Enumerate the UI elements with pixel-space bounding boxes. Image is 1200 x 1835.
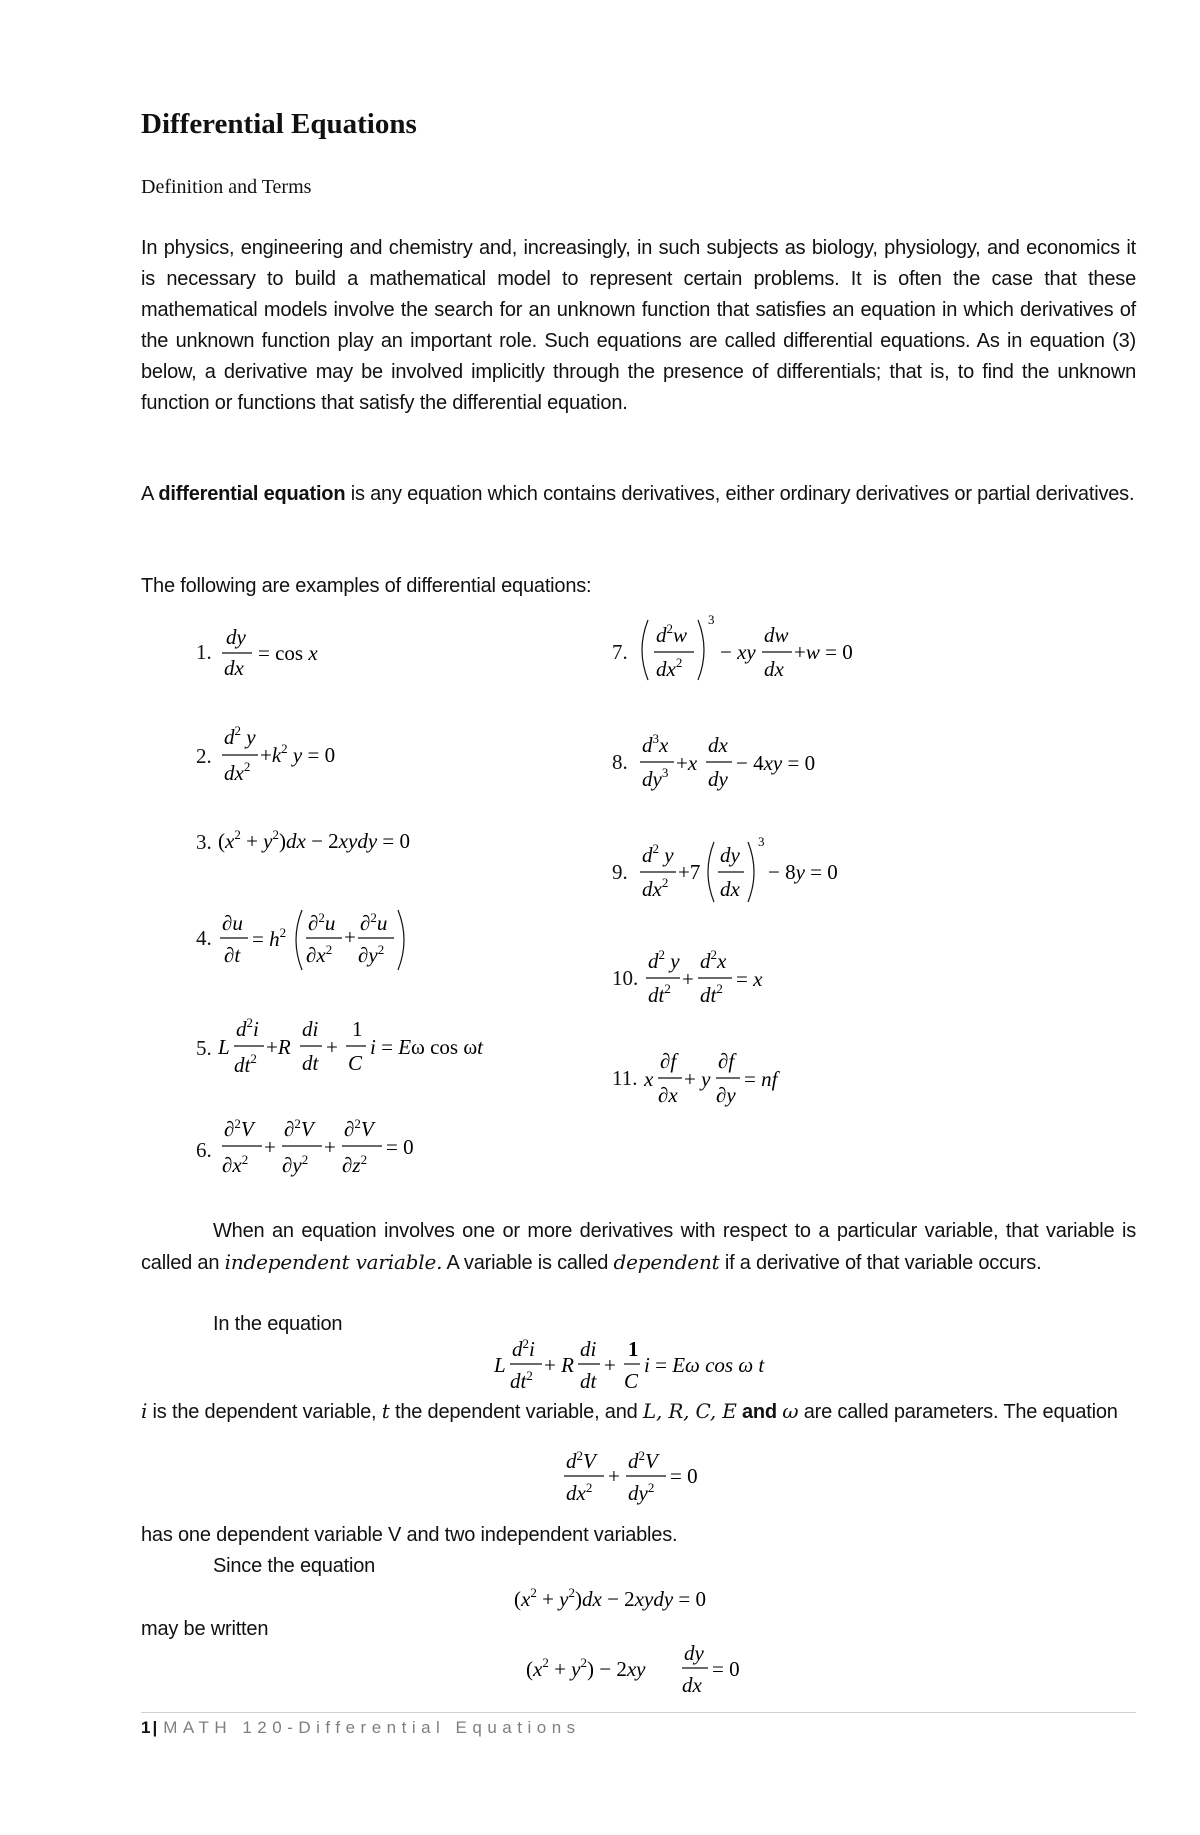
svg-text:3: 3 <box>758 834 765 849</box>
svg-text:= cos x: = cos x <box>258 641 318 665</box>
svg-text:(x2 + y2) − 2xy: $(x^2 + y^2) - 2xy$ <box>526 1655 646 1681</box>
svg-text:dt: dt <box>302 1051 319 1075</box>
svg-text:+ R: + R <box>544 1353 574 1377</box>
example-equation-2 <box>218 720 418 790</box>
dependent-text-1: is the dependent variable, <box>147 1401 382 1423</box>
example-number-3: 3. <box>196 830 212 854</box>
svg-text:3: 3 <box>708 612 715 627</box>
dependent-term: dependent <box>613 1250 720 1274</box>
svg-text:+ y: + y <box>684 1067 711 1091</box>
svg-text:d2w: $d^2w$ <box>656 621 688 647</box>
svg-text:dt: dt <box>580 1369 597 1393</box>
example-equation-1 <box>218 620 368 680</box>
parameter-list: L, R, C, E <box>642 1399 737 1423</box>
svg-text:d3x: $d^3x$ <box>642 731 669 757</box>
svg-text:d2 y: $d^2$ y <box>648 947 680 973</box>
footer-page-number: 1 <box>141 1718 151 1737</box>
svg-text:L: L <box>494 1353 506 1377</box>
svg-text:∂2V: ∂$^2$V <box>344 1116 374 1141</box>
svg-text:dt2: $dt^2$ <box>234 1051 257 1077</box>
svg-text:− 4xy = 0: − 4xy = 0 <box>736 751 816 775</box>
svg-text:− 8y = 0: − 8y = 0 <box>768 860 838 884</box>
centered-equation-rlc <box>494 1338 794 1400</box>
dependent-sentence <box>141 1396 1136 1428</box>
example-equation-8 <box>636 728 866 798</box>
example-number-5: 5. <box>196 1036 212 1060</box>
svg-text:dx: dx <box>764 657 784 681</box>
var-omega: ω <box>782 1399 799 1423</box>
may-be-written-label: may be written <box>141 1618 269 1640</box>
dependent-and: and <box>736 1401 783 1423</box>
svg-text:= 0: = 0 <box>670 1464 698 1488</box>
dependent-text-4: are called parameters. The equation <box>798 1401 1118 1423</box>
footer-course: MATH 120-Differential Equations <box>163 1718 581 1737</box>
footer-divider <box>141 1712 1136 1713</box>
svg-text:di: di <box>580 1338 597 1361</box>
var-i: i <box>141 1399 148 1423</box>
svg-text:+: + <box>608 1464 620 1488</box>
svg-text:dx2: $dx^2$ <box>642 875 669 901</box>
svg-text:+: + <box>264 1135 276 1159</box>
definition-paragraph <box>141 479 1136 510</box>
svg-text:+k2 y = 0: $+k^2$ y = 0 <box>260 741 336 767</box>
svg-text:∂x2: $\partial x^2$ <box>306 942 333 967</box>
svg-text:+: + <box>682 967 694 991</box>
svg-text:d2 y: $d^2$ y <box>642 841 674 867</box>
svg-text:d2x: $d^2x$ <box>700 947 727 973</box>
svg-text:∂y: ∂y <box>716 1083 736 1107</box>
svg-text:1: 1 <box>352 1017 363 1041</box>
svg-text:∂2V: ∂$^2$V <box>284 1116 314 1141</box>
svg-text:∂x2: $\partial x^2$ <box>222 1152 249 1177</box>
example-equation-3 <box>218 820 478 860</box>
example-number-9: 9. <box>612 860 628 884</box>
example-number-1: 1. <box>196 640 212 664</box>
in-the-equation-label: In the equation <box>213 1313 343 1335</box>
svg-text:dy: dy <box>684 1641 704 1665</box>
example-number-10: 10. <box>612 966 639 990</box>
svg-text:+w = 0: +w = 0 <box>794 640 853 664</box>
example-number-11: 11. <box>612 1066 638 1090</box>
example-equation-10 <box>642 944 822 1014</box>
independent-text-1: When an equation involves one or more derivatives with respect to a particular variable, that variable is called an <box>141 1220 1136 1274</box>
svg-text:dy: dy <box>720 843 740 867</box>
svg-text:di: di <box>302 1017 319 1041</box>
svg-text:+7: +7 <box>678 860 701 884</box>
svg-text:+: + <box>326 1035 338 1059</box>
definition-rest: is any equation which contains derivatives, either ordinary derivatives or partial derivatives. <box>345 483 1135 505</box>
example-number-8: 8. <box>612 750 628 774</box>
svg-text:d2i: $d^2i$ <box>512 1338 535 1361</box>
svg-text:∂y2: $\partial y^2$ <box>282 1152 309 1177</box>
svg-text:∂2u: ∂$^2$u <box>360 910 388 935</box>
svg-text:dy: dy <box>226 625 246 649</box>
example-equation-9 <box>636 832 896 912</box>
svg-text:+x: +x <box>676 751 698 775</box>
svg-text:d2i: $d^2i$ <box>236 1015 259 1041</box>
svg-text:= h2: = $h^2$ <box>252 925 287 951</box>
independent-paragraph <box>141 1216 1136 1279</box>
svg-text:dx: dx <box>224 656 244 680</box>
svg-text:dt2: $dt^2$ <box>648 981 671 1007</box>
svg-text:= x: = x <box>736 967 763 991</box>
svg-text:dx2: $dx^2$ <box>566 1480 593 1505</box>
centered-equation-laplace <box>562 1448 722 1512</box>
svg-text:d2V: $d^2V$ <box>628 1448 658 1473</box>
since-equation-label: Since the equation <box>213 1555 376 1577</box>
svg-text:+: + <box>344 925 356 949</box>
example-number-2: 2. <box>196 744 212 768</box>
svg-text:∂f: ∂f <box>718 1049 735 1073</box>
svg-text:d2 y: $d^2$ y <box>224 723 256 749</box>
examples-intro: The following are examples of differential equations: <box>141 575 592 597</box>
svg-text:+R: +R <box>266 1035 291 1059</box>
svg-text:∂2V: ∂$^2$V <box>224 1116 254 1141</box>
svg-text:dx: dx <box>720 877 740 901</box>
svg-text:∂f: ∂f <box>660 1049 677 1073</box>
example-number-6: 6. <box>196 1138 212 1162</box>
svg-text:C: C <box>348 1051 363 1075</box>
svg-text:+: + <box>324 1135 336 1159</box>
page-title: Differential Equations <box>141 108 417 140</box>
svg-text:= nf: = nf <box>744 1067 778 1091</box>
svg-text:dy: dy <box>708 767 728 791</box>
svg-text:dx: dx <box>682 1673 702 1697</box>
svg-text:∂2u: ∂$^2$u <box>308 910 336 935</box>
svg-text:i = Eω cos ωt: i = Eω cos ωt <box>370 1035 483 1059</box>
independent-term: independent variable. <box>224 1250 443 1274</box>
var-t: t <box>381 1399 390 1423</box>
example-number-7: 7. <box>612 640 628 664</box>
svg-text:dx: dx <box>708 733 728 757</box>
section-subtitle: Definition and Terms <box>141 176 312 198</box>
one-dependent-sentence: has one dependent variable V and two independent variables. <box>141 1524 678 1546</box>
footer-separator: | <box>152 1718 158 1737</box>
svg-text:dx2: $dx^2$ <box>656 655 683 681</box>
svg-text:dt2: $dt^2$ <box>700 981 723 1007</box>
svg-text:dt2: $dt^2$ <box>510 1368 533 1393</box>
svg-text:∂t: ∂t <box>224 943 241 967</box>
svg-text:∂y2: $\partial y^2$ <box>358 942 385 967</box>
example-equation-7 <box>636 612 896 692</box>
centered-equation-3-rewritten <box>526 1640 766 1704</box>
svg-text:∂x: ∂x <box>658 1083 678 1107</box>
svg-text:− xy: − xy <box>720 640 756 664</box>
example-equation-11 <box>644 1044 824 1114</box>
svg-text:d2V: $d^2V$ <box>566 1448 596 1473</box>
svg-text:∂u: ∂u <box>222 911 243 935</box>
svg-text:= 0: = 0 <box>712 1657 740 1681</box>
svg-text:C: C <box>624 1369 639 1393</box>
svg-text:∂z2: $\partial z^2$ <box>342 1152 368 1177</box>
definition-lead: A <box>141 483 159 505</box>
dependent-text-2: the dependent variable, and <box>389 1401 643 1423</box>
example-equation-6 <box>218 1112 478 1182</box>
independent-text-2: A variable is called <box>442 1252 614 1274</box>
example-number-4: 4. <box>196 926 212 950</box>
svg-text:dy2: $dy^2$ <box>628 1480 655 1505</box>
svg-text:+: + <box>604 1353 616 1377</box>
svg-text:dy3: $dy^3$ <box>642 765 669 791</box>
intro-paragraph: In physics, engineering and chemistry and, increasingly, in such subjects as biology, physiology, and economics it is necessary to build a mathematical model to represent certain problems. It is often the case that these mathematical models involve the search for an unknown function that satisfies an equation in which derivatives of the unknown function play an important role. Such equations are called differential equations. As in equation (3) below, a derivative may be involved implicitly through the presence of differentials; that is, to find the unknown function or functions that satisfy the differential equation. <box>141 237 1136 414</box>
centered-equation-3 <box>514 1580 774 1616</box>
example-equation-4 <box>218 900 438 980</box>
svg-text:(x2 + y2)dx − 2xydy = 0: $(x^2 + y^2)dx$ − 2xydy = 0 <box>514 1585 706 1611</box>
svg-text:(x2 + y2)dx − 2xydy = 0: $(x^2 + y^2)dx$ − 2xydy = 0 <box>218 827 410 853</box>
svg-text:L: L <box>218 1035 230 1059</box>
independent-text-3: if a derivative of that variable occurs. <box>719 1252 1042 1274</box>
example-equation-5 <box>218 1012 538 1082</box>
svg-text:1: 1 <box>628 1338 639 1361</box>
svg-text:dw: dw <box>764 623 789 647</box>
svg-text:dx2: $dx^2$ <box>224 759 251 785</box>
svg-text:x: x <box>644 1067 654 1091</box>
svg-text:i = Eω cos ω t: i = Eω cos ω t <box>644 1353 765 1377</box>
definition-term: differential equation <box>158 483 346 505</box>
page-footer <box>141 1718 581 1738</box>
svg-text:= 0: = 0 <box>386 1135 414 1159</box>
